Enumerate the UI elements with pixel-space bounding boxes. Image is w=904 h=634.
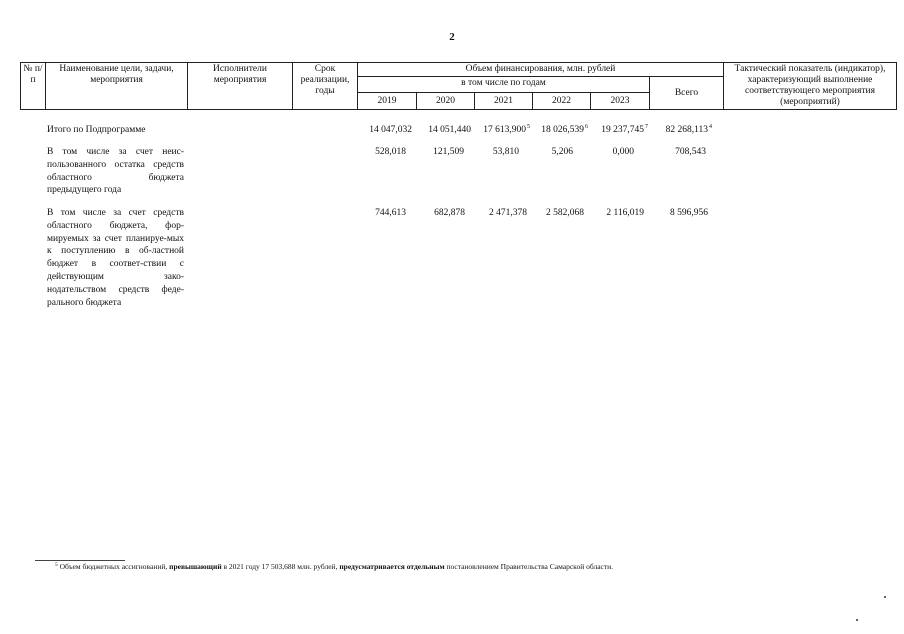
row-label: В том числе за счет средств областного бюджета, фор-мируемых за счет планируе-мых к поступлению в об-ластной бюджет в соответ-ствии с действующим зако-нодательством средств феде-рального бюджета [47, 208, 184, 308]
value-2022: 5,206 [551, 147, 573, 157]
col-header-executors: Исполнители мероприятия [188, 63, 293, 110]
value-2020: 14 051,440 [428, 125, 471, 135]
value-2022: 18 026,539$^6$ [541, 124, 588, 135]
value-2019: 14 047,032 [369, 125, 412, 135]
value-total: 82 268,113$^4$ [665, 124, 712, 135]
row-label: Итого по Подпрограмме [47, 125, 146, 135]
col-header-term: Срок реализации, годы [293, 63, 358, 110]
value-2021: 53,810 [492, 147, 519, 157]
value-2023: 19 237,745$^7$ [601, 124, 648, 135]
value-total: 708,543 [675, 147, 706, 157]
scan-speck [856, 619, 858, 621]
col-header-year: 2019 [358, 93, 417, 110]
value-2019: 528,018 [375, 147, 406, 157]
col-header-financing: Объем финансирования, млн. рублей [358, 63, 724, 77]
page-number: 2 [449, 31, 455, 43]
col-header-by-years: в том числе по годам [358, 77, 650, 93]
value-2019: 744,613 [375, 208, 406, 218]
footnote: $^5$ Объем бюджетных ассигнований, превышающий в 2021 году 17 503,688 млн. рублей, предусматривается отдельным постановлением Правительства Самарской области. [55, 562, 614, 571]
col-header-name: Наименование цели, задачи, мероприятия [46, 63, 188, 110]
value-2023: 0,000 [612, 147, 634, 157]
row-label: В том числе за счет неис-пользованного остатка средств областного бюджета предыдущего года [47, 147, 184, 196]
value-2021: 2 471,378 [489, 208, 527, 218]
col-header-year: 2021 [475, 93, 533, 110]
col-header-year: 2023 [591, 93, 650, 110]
value-2020: 121,509 [433, 147, 464, 157]
col-header-indicator: Тактический показатель (индикатор), характеризующий выполнение соответствующего мероприятия (мероприятий) [724, 63, 897, 110]
value-2023: 2 116,019 [606, 208, 644, 218]
footnote-rule [35, 560, 125, 561]
value-2021: 17 613,900$^5$ [483, 124, 530, 135]
col-header-num: № п/п [21, 63, 46, 110]
value-2022: 2 582,068 [546, 208, 584, 218]
col-header-total: Всего [650, 77, 724, 110]
table-header [20, 62, 897, 110]
footnote-mark: 5 [55, 562, 58, 568]
value-2020: 682,878 [434, 208, 465, 218]
col-header-year: 2020 [417, 93, 475, 110]
col-header-year: 2022 [533, 93, 591, 110]
value-total: 8 596,956 [670, 208, 708, 218]
scan-speck [884, 596, 886, 598]
